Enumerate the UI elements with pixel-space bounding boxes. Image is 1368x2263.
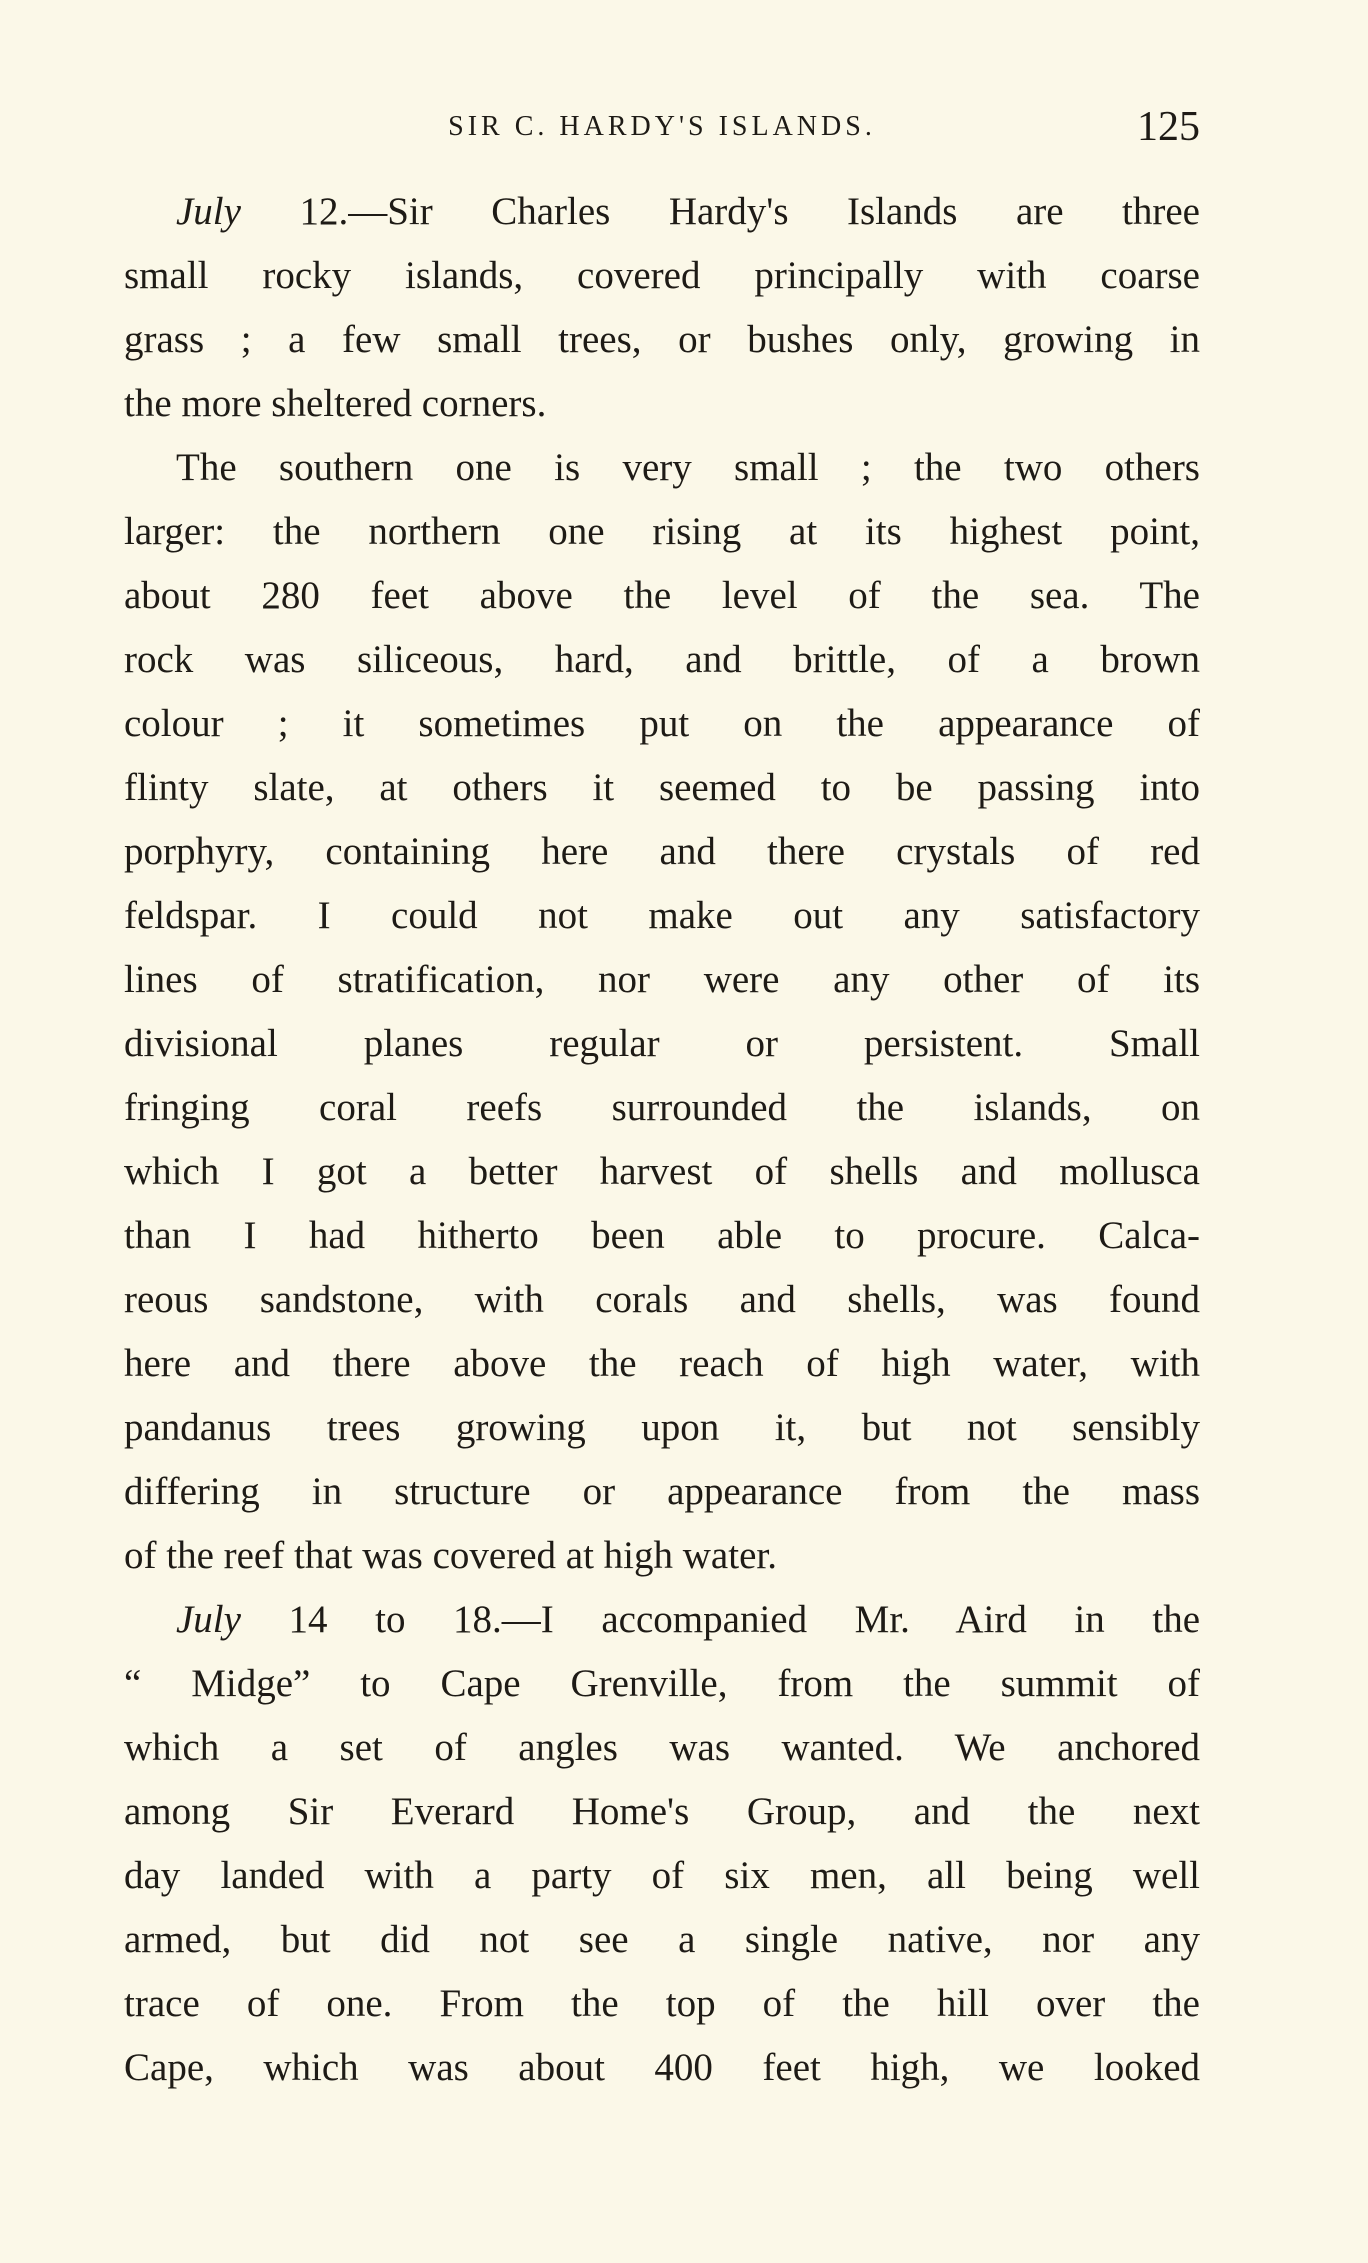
text-line: the more sheltered corners. — [124, 382, 547, 425]
page-number: 125 — [1137, 104, 1200, 150]
text-line: fringing coral reefs surrounded the islands, on — [124, 1086, 1200, 1129]
text-line: which a set of angles was wanted. We anchored — [124, 1726, 1200, 1769]
text-line: day landed with a party of six men, all being well — [124, 1854, 1200, 1897]
text-line: rock was siliceous, hard, and brittle, of a brown — [124, 638, 1200, 681]
text-line: reous sandstone, with corals and shells, was found — [124, 1278, 1200, 1321]
text-line: lines of stratification, nor were any other of its — [124, 958, 1200, 1001]
text-line: feldspar. I could not make out any satisfactory — [124, 894, 1200, 937]
line-text: 12.—Sir Charles Hardy's Islands are three — [240, 190, 1200, 233]
text-line: about 280 feet above the level of the sea. The — [124, 574, 1200, 617]
text-line: The southern one is very small ; the two others — [176, 446, 1200, 489]
date-label: July — [176, 190, 241, 233]
line-text: 14 to 18.—I accompanied Mr. Aird in the — [240, 1598, 1200, 1641]
text-line: larger: the northern one rising at its highest point, — [124, 510, 1200, 553]
text-line: trace of one. From the top of the hill over the — [124, 1982, 1200, 2025]
text-line: armed, but did not see a single native, nor any — [124, 1918, 1200, 1961]
text-line: pandanus trees growing upon it, but not sensibly — [124, 1406, 1200, 1449]
text-line: divisional planes regular or persistent. Small — [124, 1022, 1200, 1065]
text-line: colour ; it sometimes put on the appearance of — [124, 702, 1200, 745]
text-line: grass ; a few small trees, or bushes only, growing in — [124, 318, 1200, 361]
text-line: small rocky islands, covered principally with coarse — [124, 254, 1200, 297]
text-line: flinty slate, at others it seemed to be passing into — [124, 766, 1200, 809]
text-line — [124, 180, 1200, 244]
text-line: Cape, which was about 400 feet high, we looked — [124, 2046, 1200, 2089]
text-line: differing in structure or appearance from the mass — [124, 1470, 1200, 1513]
text-line — [124, 1588, 1200, 1652]
text-line: which I got a better harvest of shells and mollusca — [124, 1150, 1200, 1193]
body-text — [124, 180, 1200, 2100]
page-header — [124, 102, 1200, 152]
date-label: July — [176, 1598, 241, 1641]
text-line: among Sir Everard Home's Group, and the next — [124, 1790, 1200, 1833]
text-line: “ Midge” to Cape Grenville, from the summit of — [124, 1662, 1200, 1705]
text-line: here and there above the reach of high water, with — [124, 1342, 1200, 1385]
running-head: SIR C. HARDY'S ISLANDS. — [448, 111, 876, 142]
text-line: of the reef that was covered at high water. — [124, 1534, 777, 1577]
text-line: porphyry, containing here and there crystals of red — [124, 830, 1200, 873]
text-line: than I had hitherto been able to procure. Calca- — [124, 1214, 1200, 1257]
